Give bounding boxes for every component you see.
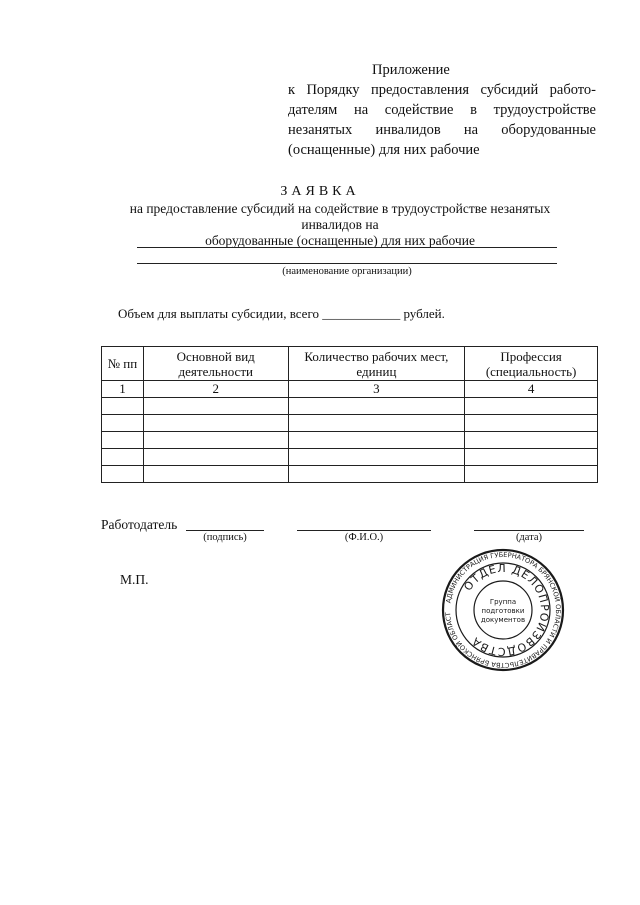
jobs-table [101,346,598,483]
subsidy-volume [118,306,445,322]
document-subtitle [100,201,580,249]
org-name-line[interactable] [137,247,557,248]
appendix-reference [288,80,596,160]
appendix-line: дателям на содействие в трудоустройстве [288,102,596,118]
stamp-center-line: документов [480,616,526,624]
fullname-line[interactable] [297,530,431,531]
column-number: 2 [143,381,288,398]
employer-label: Работодатель [101,517,178,532]
stamp-inner-text: ОТДЕЛ ДЕЛОПРОИЗВОДСТВА [461,561,552,659]
subtitle-line: на предоставление субсидий на содействие в трудоустройстве незанятых инвалидов на [129,201,551,232]
column-number: 1 [102,381,144,398]
header-cell: Профессия (специальность) [465,347,598,381]
appendix-line: (оснащенные) для них рабочие [288,142,480,158]
column-number-row [102,381,598,398]
signature-line[interactable] [186,530,264,531]
table-header-row [102,347,598,381]
office-stamp [441,548,565,677]
date-caption: (дата) [515,532,543,543]
table-row [102,415,598,432]
signature-caption: (подпись) [203,532,247,543]
subtitle-line: оборудованные (оснащенные) для них рабочие [205,233,475,248]
document-heading: ЗАЯВКА [280,184,360,199]
table-row [102,466,598,483]
stamp-center-line: подготовки [481,607,525,615]
column-number: 3 [288,381,465,398]
org-name-line[interactable] [137,263,557,264]
table-row [102,398,598,415]
table-row [102,449,598,466]
date-line[interactable] [474,530,584,531]
appendix-line: к Порядку предоставления субсидий работо- [288,82,596,98]
header-cell: № пп [102,347,144,381]
appendix-title: Приложение [372,62,450,78]
stamp-center-line: Группа [489,598,517,606]
org-name-caption: (наименование организации) [282,266,412,277]
volume-unit: рублей. [403,306,445,321]
volume-amount-field[interactable]: ____________ [322,306,401,321]
appendix-line: незанятых инвалидов на оборудованные [288,122,596,138]
stamp-ring-text: АДМИНИСТРАЦИЯ ГУБЕРНАТОРА БРЯНСКОЙ ОБЛАСТИ И ПРАВИТЕЛЬСТВА БРЯНСКОЙ ОБЛАСТ [444,550,563,670]
column-number: 4 [465,381,598,398]
volume-label: Объем для выплаты субсидии, всего [118,306,319,321]
header-cell: Основной вид деятельности [143,347,288,381]
header-cell: Количество рабочих мест, единиц [288,347,465,381]
stamp-seal-icon [441,548,565,672]
fullname-caption: (Ф.И.О.) [344,532,384,543]
table-row [102,432,598,449]
seal-place-label: М.П. [120,572,149,587]
